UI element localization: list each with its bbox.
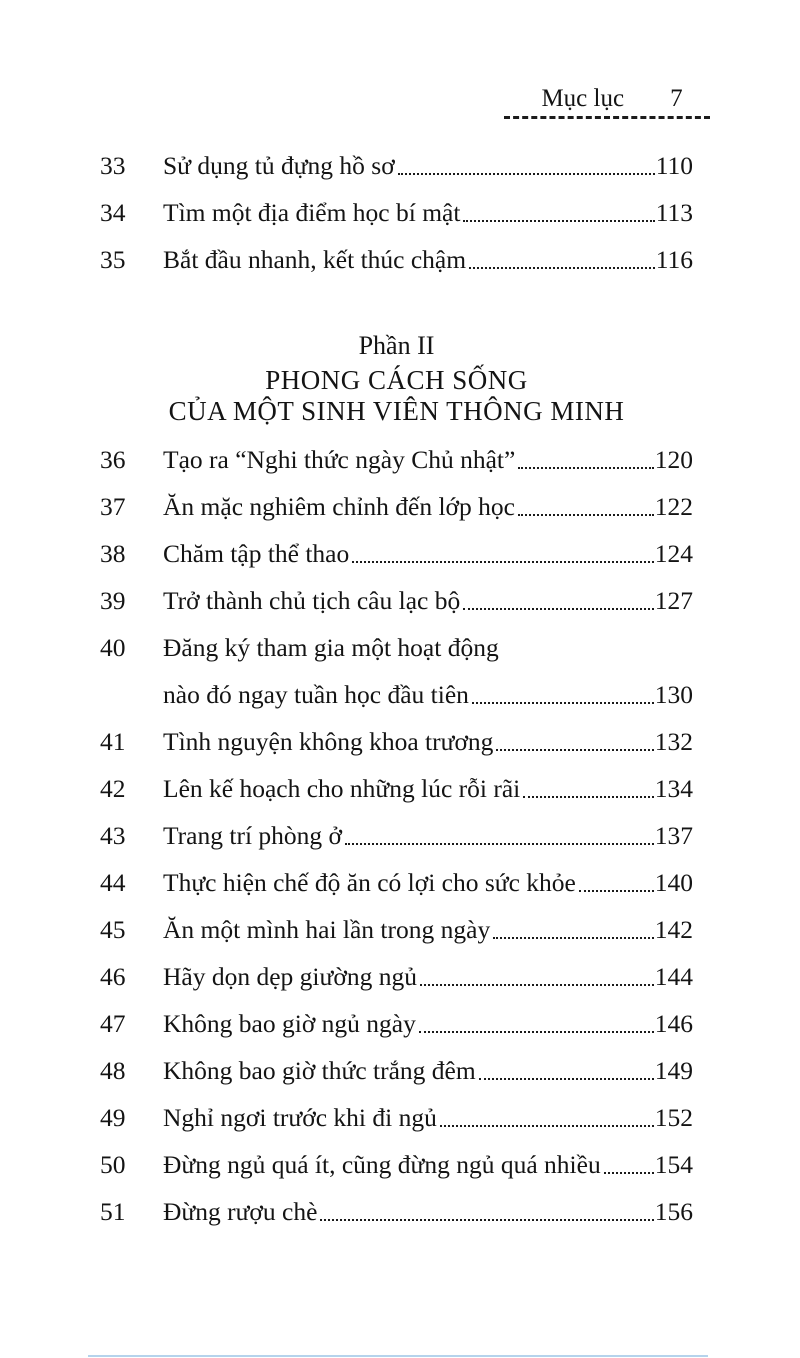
entry-page: 127: [654, 586, 693, 615]
entry-number: 45: [100, 915, 126, 944]
entry-number: 36: [100, 445, 126, 474]
entry-number: 39: [100, 586, 126, 615]
entry-title: nào đó ngay tuần học đầu tiên: [163, 680, 469, 709]
entry-number: 40: [100, 633, 126, 662]
entry-title: Ăn một mình hai lần trong ngày: [163, 915, 491, 944]
running-head-page-number: 7: [670, 85, 683, 112]
entry-title: Lên kế hoạch cho những lúc rỗi rãi: [163, 774, 521, 803]
table-of-contents: [0, 151, 800, 1227]
entry-number: 43: [100, 821, 126, 850]
entry-number: 48: [100, 1056, 126, 1085]
entry-title: Trang trí phòng ở: [163, 821, 343, 850]
entry-title: Nghỉ ngơi trước khi đi ngủ: [163, 1103, 437, 1132]
toc-entry: [100, 962, 693, 992]
entry-number: 33: [100, 151, 126, 180]
entry-page: 144: [654, 962, 693, 991]
toc-entry: [100, 151, 693, 181]
part-title-line2: CỦA MỘT SINH VIÊN THÔNG MINH: [168, 396, 625, 426]
entry-page: 149: [654, 1056, 693, 1085]
entry-title: Thực hiện chế độ ăn có lợi cho sức khỏe: [163, 868, 576, 897]
entry-number: 44: [100, 868, 126, 897]
entry-title: Không bao giờ ngủ ngày: [163, 1009, 416, 1038]
entry-number: 47: [100, 1009, 126, 1038]
toc-entry-continuation: [100, 680, 693, 710]
entry-title: Sử dụng tủ đựng hồ sơ: [163, 151, 395, 180]
entry-title: Ăn mặc nghiêm chỉnh đến lớp học: [163, 492, 515, 521]
entry-page: 142: [654, 915, 693, 944]
entry-title: Tình nguyện không khoa trương: [163, 727, 494, 756]
running-head-title: Mục lục: [541, 85, 625, 112]
entry-page: 113: [655, 198, 693, 227]
entry-title: Trở thành chủ tịch câu lạc bộ: [163, 586, 461, 615]
toc-entry: [100, 586, 693, 616]
entry-number: 35: [100, 245, 126, 274]
entry-title: Đừng rượu chè: [163, 1197, 318, 1226]
entry-page: 156: [654, 1197, 693, 1226]
entry-page: 110: [655, 151, 693, 180]
part-title-line1: PHONG CÁCH SỐNG: [265, 365, 528, 395]
entry-number: 51: [100, 1197, 126, 1226]
toc-entry: [100, 198, 693, 228]
entry-title: Chăm tập thể thao: [163, 539, 350, 568]
entry-title: Đừng ngủ quá ít, cũng đừng ngủ quá nhiều: [163, 1150, 601, 1179]
toc-entry: [100, 1009, 693, 1039]
toc-entry: [100, 492, 693, 522]
toc-entry: [100, 727, 693, 757]
scan-edge-line: [88, 1355, 708, 1357]
entry-page: 134: [654, 774, 693, 803]
toc-entry: [100, 868, 693, 898]
running-head: [504, 0, 710, 119]
toc-entry: [100, 1103, 693, 1133]
toc-entry: [100, 1197, 693, 1227]
entry-title: Hãy dọn dẹp giường ngủ: [163, 962, 417, 991]
entry-page: 116: [655, 245, 693, 274]
entry-title: Tìm một địa điểm học bí mật: [163, 198, 461, 227]
entry-page: 152: [654, 1103, 693, 1132]
entry-number: 42: [100, 774, 126, 803]
toc-entry: [100, 774, 693, 804]
toc-entry: [100, 539, 693, 569]
entry-number: 37: [100, 492, 126, 521]
entry-number: 46: [100, 962, 126, 991]
entry-number: 50: [100, 1150, 126, 1179]
toc-entry: [100, 1150, 693, 1180]
entry-number: 41: [100, 727, 126, 756]
part-label: Phần II: [358, 331, 435, 360]
entry-number: 49: [100, 1103, 126, 1132]
toc-entry: [100, 445, 693, 475]
part-heading: [100, 327, 693, 427]
entry-page: 124: [654, 539, 693, 568]
toc-entry: [100, 821, 693, 851]
entry-page: 137: [654, 821, 693, 850]
entry-page: 154: [654, 1150, 693, 1179]
entry-page: 132: [654, 727, 693, 756]
toc-entry: [100, 915, 693, 945]
entry-title: Đăng ký tham gia một hoạt động: [163, 633, 499, 662]
entry-number: 34: [100, 198, 126, 227]
entry-title: Không bao giờ thức trắng đêm: [163, 1056, 476, 1085]
dashed-rule: [504, 116, 710, 119]
toc-entry: [100, 245, 693, 275]
entry-page: 120: [654, 445, 693, 474]
entry-page: 140: [654, 868, 693, 897]
entry-title: Bắt đầu nhanh, kết thúc chậm: [163, 245, 467, 274]
entry-title: Tạo ra “Nghi thức ngày Chủ nhật”: [163, 445, 516, 474]
toc-entry: [100, 1056, 693, 1086]
entry-page: 130: [654, 680, 693, 709]
toc-entry-first-line: [100, 633, 693, 663]
entry-page: 122: [654, 492, 693, 521]
entry-page: 146: [654, 1009, 693, 1038]
entry-number: 38: [100, 539, 126, 568]
